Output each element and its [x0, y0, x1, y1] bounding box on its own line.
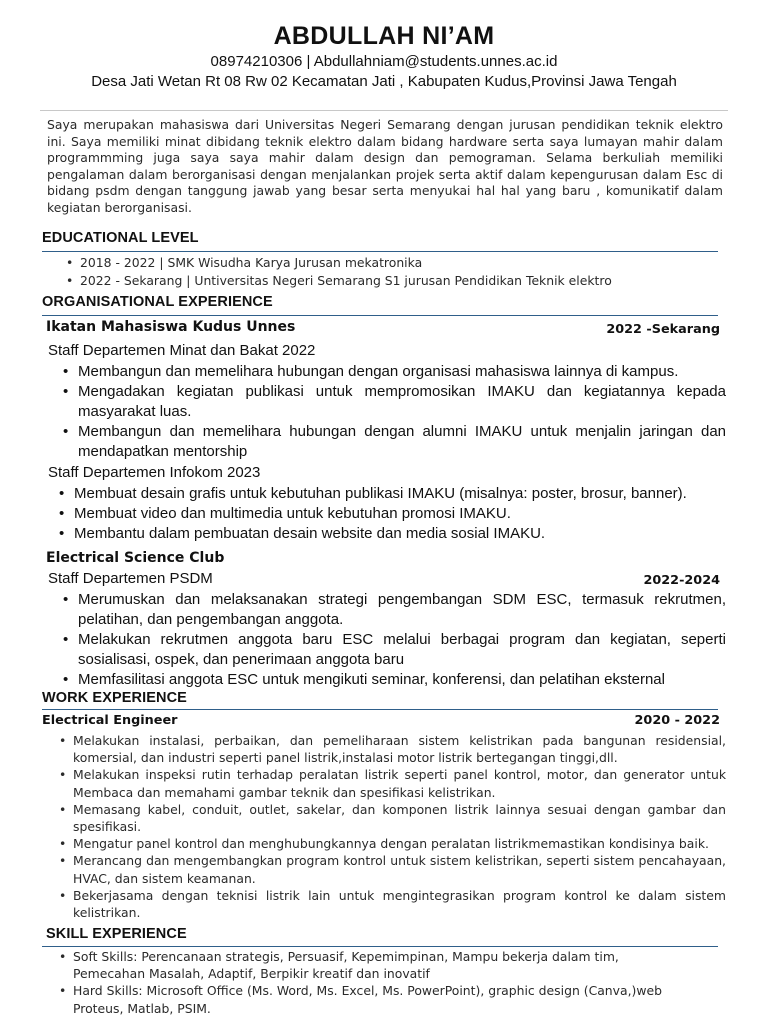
header-divider: [40, 110, 728, 111]
list-item: • 2018 - 2022 | SMK Wisudha Karya Jurusan mekatronika: [62, 254, 722, 272]
education-divider: [42, 251, 718, 252]
role-psdm: Staff Departemen PSDM: [48, 570, 213, 587]
role-psdm-list: [60, 590, 726, 690]
list-item: • Merumuskan dan melaksanakan strategi pengembangan SDM ESC, termasuk rekrutmen, pelatihan, dan pengembangan anggota.: [60, 590, 726, 630]
role-minat-bakat-list: [60, 362, 726, 462]
role-infokom-list: [56, 484, 726, 544]
work-divider: [42, 709, 718, 710]
list-item: • Bekerjasama dengan teknisi listrik lain untuk mengintegrasikan program kontrol ke dalam sistem kelistrikan.: [56, 887, 726, 921]
skills-divider: [42, 946, 718, 947]
list-item: • Memfasilitasi anggota ESC untuk mengikuti seminar, konferensi, dan pelatihan eksternal: [60, 670, 726, 690]
job-date: 2020 - 2022: [634, 713, 720, 728]
list-item: • Memasang kabel, conduit, outlet, sakelar, dan komponen listrik lainnya sesuai dengan gambar dan spesifikasi.: [56, 801, 726, 835]
education-list: [62, 254, 722, 290]
list-item: • Merancang dan mengembangkan program kontrol untuk sistem kelistrikan, seperti sistem pencahayaan, HVAC, dan sistem keamanan.: [56, 852, 726, 886]
list-item: • Soft Skills: Perencanaan strategis, Persuasif, Kepemimpinan, Mampu bekerja dalam tim, Pemecahan Masalah, Adaptif, Berpikir kreatif dan inovatif: [56, 948, 676, 982]
contact-line: 08974210306 | Abdullahniam@students.unnes.ac.id: [210, 53, 558, 70]
list-item: • Melakukan inspeksi rutin terhadap peralatan listrik seperti panel kontrol, motor, dan generator untuk Membaca dan memahami gambar teknik dan spesifikasi kelistrikan.: [56, 766, 726, 800]
list-item: • Membangun dan memelihara hubungan dengan alumni IMAKU untuk menjalin jaringan dan mendapatkan mentorship: [60, 422, 726, 462]
skills-heading: SKILL EXPERIENCE: [46, 926, 187, 942]
list-item: • Mengadakan kegiatan publikasi untuk mempromosikan IMAKU dan kegiatannya kepada masyarakat luas.: [60, 382, 726, 422]
profile-summary: Saya merupakan mahasiswa dari Universitas Negeri Semarang dengan jurusan pendidikan teknik elektro ini. Saya memiliki minat dibidang teknik elektro dalam bidang hardware serta saya lumayan mahir dalam programmming juga saya saya mahir dalam design dan pemograman. Selama berkuliah memiliki pengalaman dalam berorganisasi dengan menjalankan projek serta aktif dalam kepengurusan dalam Esc di bidang psdm dengan tanggung jawab yang besar serta menyukai hal hal yang baru , komunikatif dalam kegiatan berorganisasi.: [47, 117, 723, 215]
address-line: Desa Jati Wetan Rt 08 Rw 02 Kecamatan Jati , Kabupaten Kudus,Provinsi Jawa Tengah: [91, 73, 677, 90]
role-infokom: Staff Departemen Infokom 2023: [48, 464, 261, 481]
skills-list: [56, 948, 676, 1017]
work-list: [56, 732, 726, 921]
work-heading: WORK EXPERIENCE: [42, 690, 187, 706]
list-item: • Mengatur panel kontrol dan menghubungkannya dengan peralatan listrikmemastikan kondisinya baik.: [56, 835, 726, 852]
org-esc-name: Electrical Science Club: [46, 550, 225, 566]
list-item: • Membuat video dan multimedia untuk kebutuhan promosi IMAKU.: [56, 504, 726, 524]
org-imaku-name: Ikatan Mahasiswa Kudus Unnes: [46, 319, 296, 335]
role-minat-bakat: Staff Departemen Minat dan Bakat 2022: [48, 342, 316, 359]
org-esc-date: 2022-2024: [643, 573, 720, 588]
list-item: • Membantu dalam pembuatan desain website dan media sosial IMAKU.: [56, 524, 726, 544]
org-imaku-date: 2022 -Sekarang: [606, 322, 720, 337]
job-title: Electrical Engineer: [42, 713, 178, 728]
list-item: • Membuat desain grafis untuk kebutuhan publikasi IMAKU (misalnya: poster, brosur, banner).: [56, 484, 726, 504]
list-item: • 2022 - Sekarang | Untiversitas Negeri Semarang S1 jurusan Pendidikan Teknik elektro: [62, 272, 722, 290]
organisation-heading: ORGANISATIONAL EXPERIENCE: [42, 294, 273, 310]
list-item: • Melakukan instalasi, perbaikan, dan pemeliharaan sistem kelistrikan pada bangunan residensial, komersial, dan industri seperti panel listrik,instalasi motor listrik bertegangan tinggi,dll.: [56, 732, 726, 766]
candidate-name: ABDULLAH NI’AM: [273, 22, 495, 50]
education-heading: EDUCATIONAL LEVEL: [42, 230, 199, 246]
list-item: • Melakukan rekrutmen anggota baru ESC melalui berbagai program dan kegiatan, seperti sosialisasi, ospek, dan penerimaan anggota baru: [60, 630, 726, 670]
list-item: • Hard Skills: Microsoft Office (Ms. Word, Ms. Excel, Ms. PowerPoint), graphic design (Canva,)web Proteus, Matlab, PSIM.: [56, 982, 676, 1016]
list-item: • Membangun dan memelihara hubungan dengan organisasi mahasiswa lainnya di kampus.: [60, 362, 726, 382]
organisation-divider: [42, 315, 718, 316]
